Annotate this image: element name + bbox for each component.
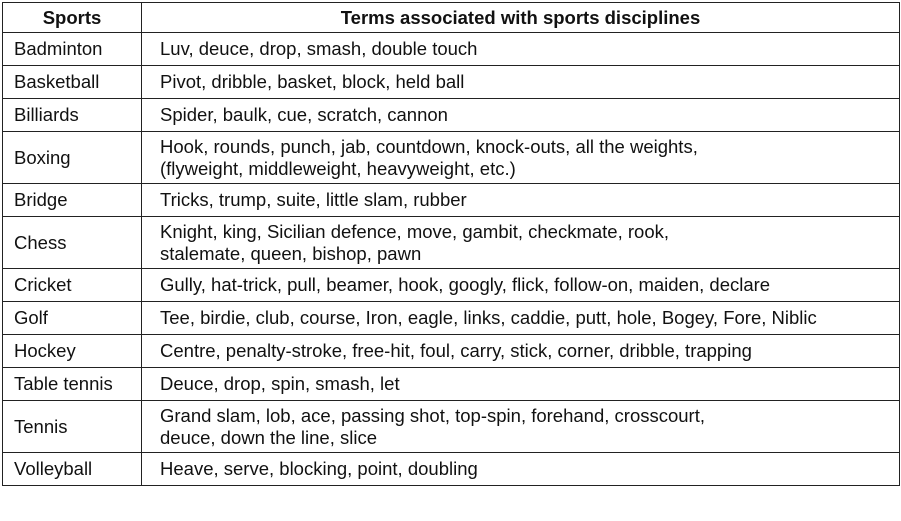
terms-line: Grand slam, lob, ace, passing shot, top-spin, forehand, crosscourt, — [160, 404, 706, 426]
sport-terms-cell — [142, 453, 900, 486]
table-row — [3, 33, 900, 66]
sport-terms-cell — [142, 302, 900, 335]
table-row — [3, 99, 900, 132]
table-row — [3, 335, 900, 368]
sport-terms-cell — [142, 66, 900, 99]
table-row — [3, 401, 900, 453]
terms-line: Luv, deuce, drop, smash, double touch — [160, 38, 478, 59]
sport-name-cell: Chess — [3, 217, 142, 269]
sport-terms-cell — [142, 33, 900, 66]
sport-name-cell: Basketball — [3, 66, 142, 99]
table-row — [3, 217, 900, 269]
terms-line: Knight, king, Sicilian defence, move, gambit, checkmate, rook, — [160, 220, 670, 242]
sport-name-cell: Volleyball — [3, 453, 142, 486]
sport-name-cell: Badminton — [3, 33, 142, 66]
sport-terms-cell — [142, 217, 900, 269]
table-header-row — [3, 3, 900, 33]
terms-line: (flyweight, middleweight, heavyweight, etc.) — [160, 157, 516, 179]
table-row — [3, 269, 900, 302]
sport-name-cell: Hockey — [3, 335, 142, 368]
terms-line: deuce, down the line, slice — [160, 426, 377, 448]
terms-line: Spider, baulk, cue, scratch, cannon — [160, 104, 448, 125]
table-row — [3, 368, 900, 401]
terms-line: Tee, birdie, club, course, Iron, eagle, links, caddie, putt, hole, Bogey, Fore, Niblic — [160, 307, 817, 328]
sport-name-cell: Bridge — [3, 184, 142, 217]
sport-terms-cell — [142, 401, 900, 453]
sport-terms-cell — [142, 184, 900, 217]
table-row — [3, 132, 900, 184]
sport-name-cell: Cricket — [3, 269, 142, 302]
terms-line: Deuce, drop, spin, smash, let — [160, 373, 400, 394]
terms-line: Hook, rounds, punch, jab, countdown, knock-outs, all the weights, — [160, 135, 698, 157]
sport-terms-cell — [142, 132, 900, 184]
sport-terms-cell — [142, 99, 900, 132]
table-row — [3, 66, 900, 99]
sport-name-cell: Golf — [3, 302, 142, 335]
terms-line: stalemate, queen, bishop, pawn — [160, 242, 422, 264]
table-row — [3, 184, 900, 217]
table-row — [3, 302, 900, 335]
terms-line: Heave, serve, blocking, point, doubling — [160, 458, 478, 479]
header-terms: Terms associated with sports disciplines — [142, 3, 900, 33]
sport-terms-cell — [142, 269, 900, 302]
sport-name-cell: Boxing — [3, 132, 142, 184]
terms-line: Tricks, trump, suite, little slam, rubber — [160, 189, 467, 210]
terms-line: Gully, hat-trick, pull, beamer, hook, googly, flick, follow-on, maiden, declare — [160, 274, 771, 295]
sport-name-cell: Tennis — [3, 401, 142, 453]
sports-terms-table — [2, 2, 900, 486]
terms-line: Pivot, dribble, basket, block, held ball — [160, 71, 465, 92]
sport-terms-cell — [142, 335, 900, 368]
table-row — [3, 453, 900, 486]
sport-terms-cell — [142, 368, 900, 401]
sport-name-cell: Billiards — [3, 99, 142, 132]
header-sports: Sports — [3, 3, 142, 33]
table-body — [3, 33, 900, 486]
sport-name-cell: Table tennis — [3, 368, 142, 401]
terms-line: Centre, penalty-stroke, free-hit, foul, carry, stick, corner, dribble, trapping — [160, 340, 752, 361]
